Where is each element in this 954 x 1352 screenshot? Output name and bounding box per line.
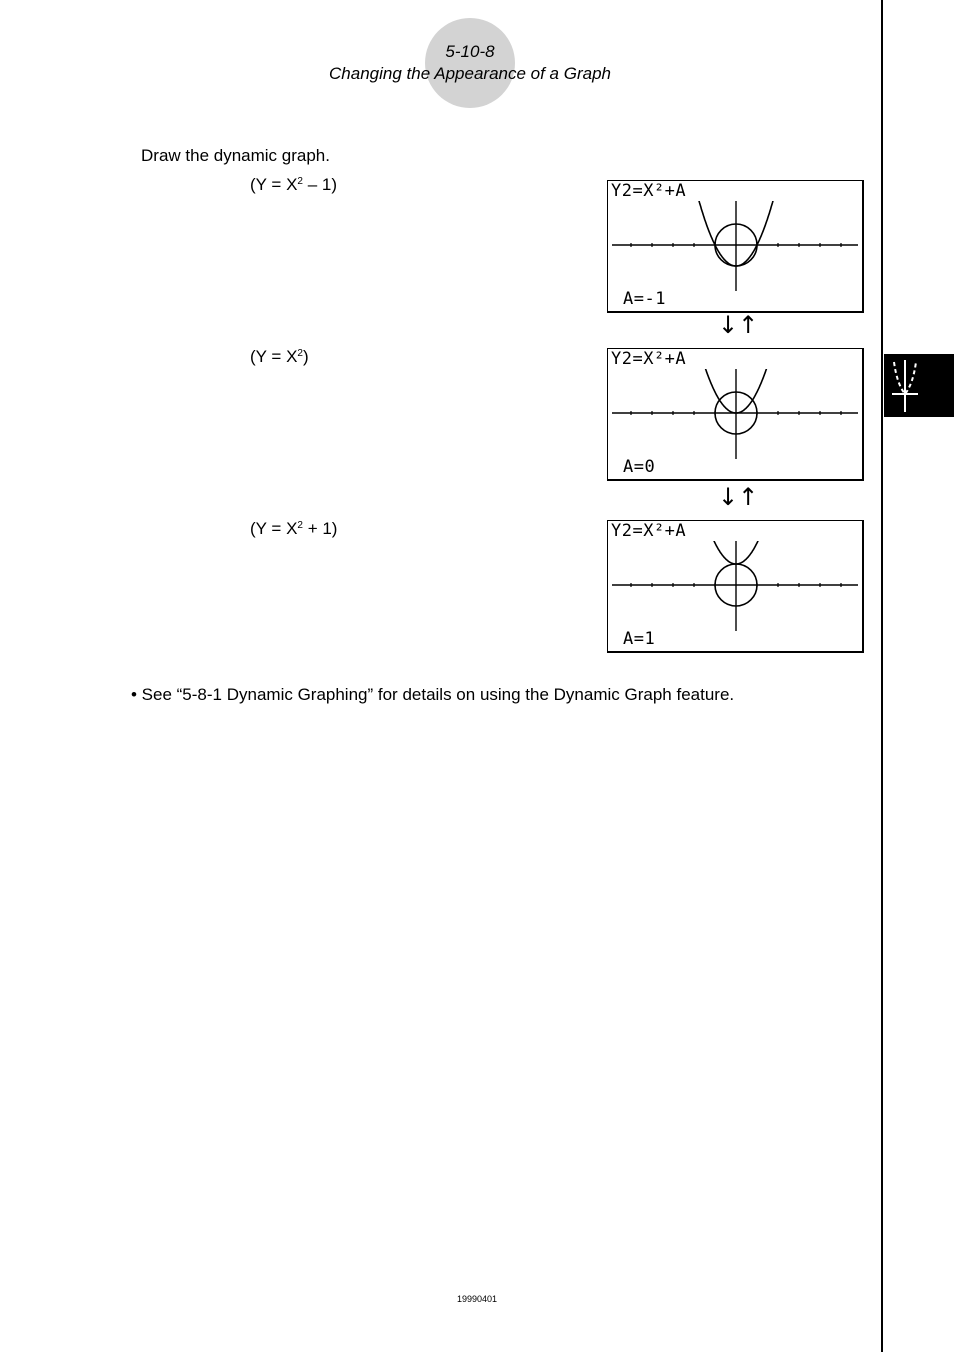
- screen-parameter: A=-1: [623, 289, 666, 309]
- note-text: • See “5-8-1 Dynamic Graphing” for details on using the Dynamic Graph feature.: [131, 685, 735, 704]
- intro-text: Draw the dynamic graph.: [141, 146, 330, 165]
- side-tab: [884, 354, 954, 417]
- page-number: 5-10-8: [445, 42, 495, 61]
- graph-icon: [884, 354, 954, 417]
- page-title: Changing the Appearance of a Graph: [329, 64, 611, 83]
- equation-1: $(Y = X^2 - 1)$: [250, 175, 337, 194]
- equation-3: $(Y = X^2 + 1)$: [250, 519, 338, 538]
- equation-2: $(Y = X^2)$: [250, 347, 309, 366]
- footer-code: 19990401: [456, 1294, 498, 1304]
- calculator-screen-2: [607, 348, 864, 481]
- header-circle: [425, 18, 515, 108]
- screen-formula: Y2=X²+A: [611, 349, 687, 369]
- screen-formula: Y2=X²+A: [611, 181, 687, 201]
- screen-formula: Y2=X²+A: [611, 521, 687, 541]
- arrows-1: ↓↑: [718, 311, 759, 339]
- calculator-screen-3: [607, 520, 864, 653]
- arrows-2: ↓↑: [718, 483, 759, 511]
- screen-parameter: A=1: [623, 629, 656, 649]
- margin-rule: [881, 0, 883, 1352]
- screen-parameter: A=0: [623, 457, 656, 477]
- calculator-screen-1: [607, 180, 864, 313]
